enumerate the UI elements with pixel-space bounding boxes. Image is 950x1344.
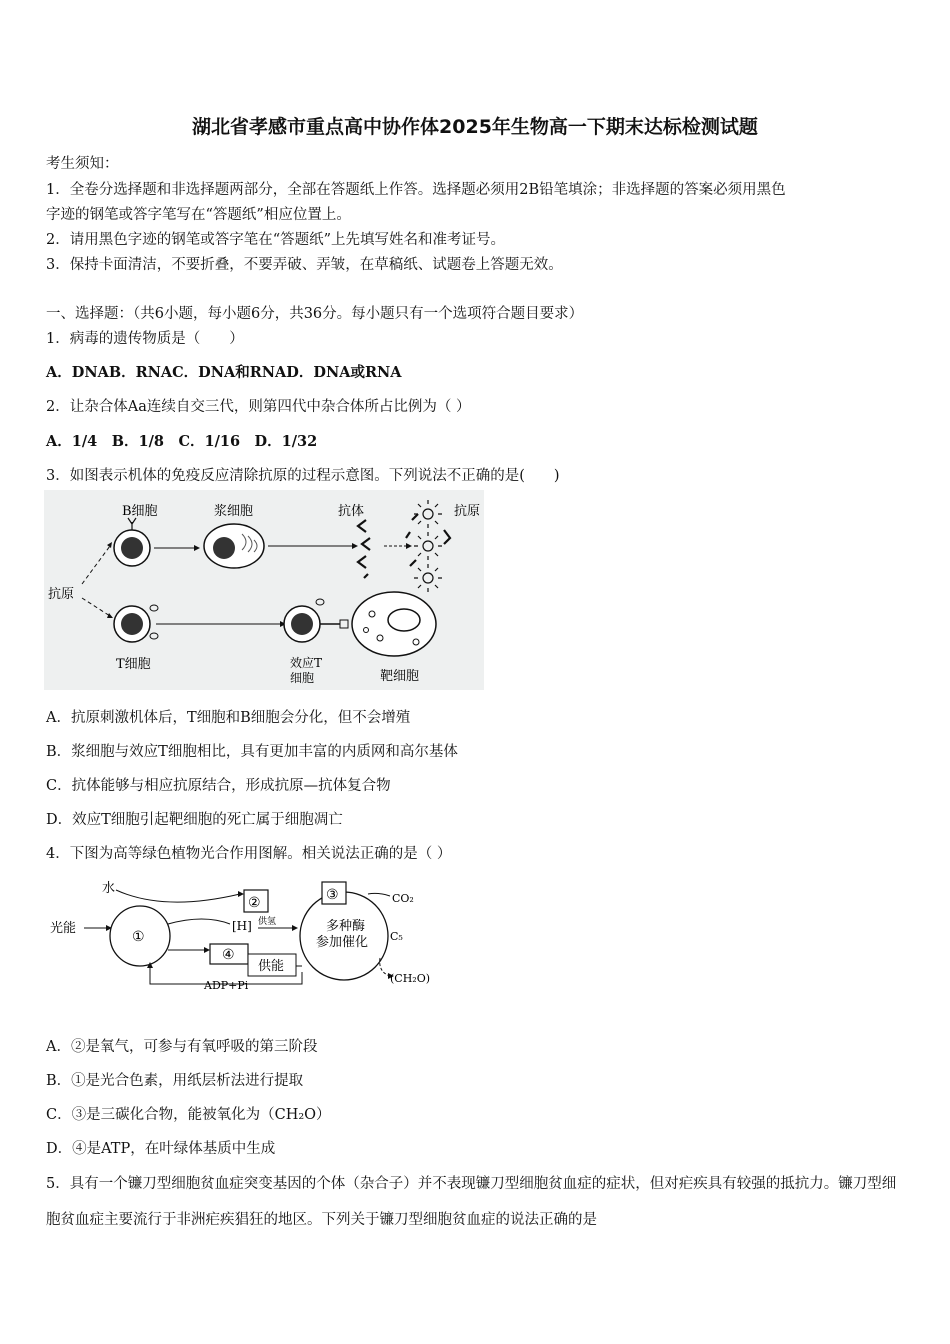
notice-heading: 考生须知： [46, 156, 119, 172]
label-4: ④ [222, 947, 235, 963]
adp-label: ADP+Pi [204, 979, 249, 992]
section-heading: 一、选择题：（共6小题，每小题6分，共36分。每小题只有一个选项符合题目要求） [46, 306, 584, 322]
question-4-option: B．①是光合色素，用纸层析法进行提取 [46, 1073, 304, 1089]
question-2-stem: 2．让杂合体Aa连续自交三代，则第四代中杂合体所占比例为（ ） [46, 399, 471, 415]
co2-label: CO₂ [392, 892, 414, 905]
question-1-stem: 1．病毒的遗传物质是（ ） [46, 331, 244, 347]
h-label: [H] [232, 919, 252, 933]
question-3-stem: 3．如图表示机体的免疫反应清除抗原的过程示意图。下列说法不正确的是( ) [46, 468, 560, 484]
label-3: ③ [326, 887, 339, 903]
question-3-option: D．效应T细胞引起靶细胞的死亡属于细胞凋亡 [46, 812, 343, 828]
page-title: 湖北省孝感市重点高中协作体2025年生物高一下期末达标检测试题 [192, 116, 758, 138]
notice-item: 2．请用黑色字迹的钢笔或答字笔在“答题纸”上先填写姓名和准考证号。 [46, 232, 506, 248]
question-5-stem: 5．具有一个镰刀型细胞贫血症突变基因的个体（杂合子）并不表现镰刀型细胞贫血症的症状，但对疟疾具有较强的抵抗力。镰刀型细胞贫血症主要流行于非洲疟疾猖狂的地区。下列关于镰刀型细胞贫血症的说法正确的是 [46, 1176, 897, 1228]
ch2o-label: (CH₂O) [390, 972, 431, 985]
b-cell-label: B细胞 [122, 504, 158, 519]
water-label: 水 [102, 881, 116, 896]
question-4-stem: 4．下图为高等绿色植物光合作用图解。相关说法正确的是（ ） [46, 846, 452, 862]
label-1: ① [132, 929, 145, 945]
plasma-cell [204, 524, 264, 568]
supply-energy-label: 供能 [258, 959, 285, 974]
question-4-option: D．④是ATP，在叶绿体基质中生成 [46, 1141, 276, 1157]
notice-item: 3．保持卡面清洁，不要折叠，不要弄破、弄皱，在草稿纸、试题卷上答题无效。 [46, 257, 563, 273]
label-2: ② [248, 895, 261, 911]
question-4-option: C．③是三碳化合物，能被氧化为（CH₂O） [46, 1107, 331, 1123]
antigen-left-label: 抗原 [48, 587, 75, 602]
target-cell-label: 靶细胞 [380, 669, 420, 684]
enzyme-label-2: 参加催化 [316, 935, 369, 950]
c5-label: C₅ [390, 930, 403, 943]
antibody-label: 抗体 [338, 504, 365, 519]
t-cell-label: T细胞 [116, 657, 151, 672]
light-label: 光能 [50, 921, 77, 936]
question-2-options: A．1/4 B．1/8 C．1/16 D．1/32 [46, 433, 318, 450]
notice-item: 1．全卷分选择题和非选择题两部分，全部在答题纸上作答。选择题必须用2B铅笔填涂；非选择题的答案必须用黑色 [46, 182, 786, 198]
question-3-option: A．抗原刺激机体后，T细胞和B细胞会分化，但不会增殖 [46, 710, 411, 726]
question-4-option: A．②是氧气，可参与有氧呼吸的第三阶段 [46, 1039, 318, 1055]
plasma-cell-label: 浆细胞 [214, 504, 254, 519]
effector-t-label-2: 细胞 [290, 671, 315, 685]
question-1-options: A．DNAB．RNAC．DNA和RNAD．DNA或RNA [46, 364, 402, 381]
question-3-option: C．抗体能够与相应抗原结合，形成抗原—抗体复合物 [46, 778, 391, 794]
antigen-right-label: 抗原 [454, 504, 481, 519]
target-cell [352, 592, 436, 656]
question-3-option: B．浆细胞与效应T细胞相比，具有更加丰富的内质网和高尔基体 [46, 744, 458, 760]
effector-t-label-1: 效应T [290, 656, 323, 670]
supply-hydrogen-label: 供氢 [258, 917, 277, 927]
immune-response-figure [44, 490, 484, 690]
notice-item: 字迹的钢笔或答字笔写在“答题纸”相应位置上。 [46, 207, 351, 223]
enzyme-label-1: 多种酶 [326, 919, 366, 934]
photosynthesis-figure [44, 872, 454, 1002]
